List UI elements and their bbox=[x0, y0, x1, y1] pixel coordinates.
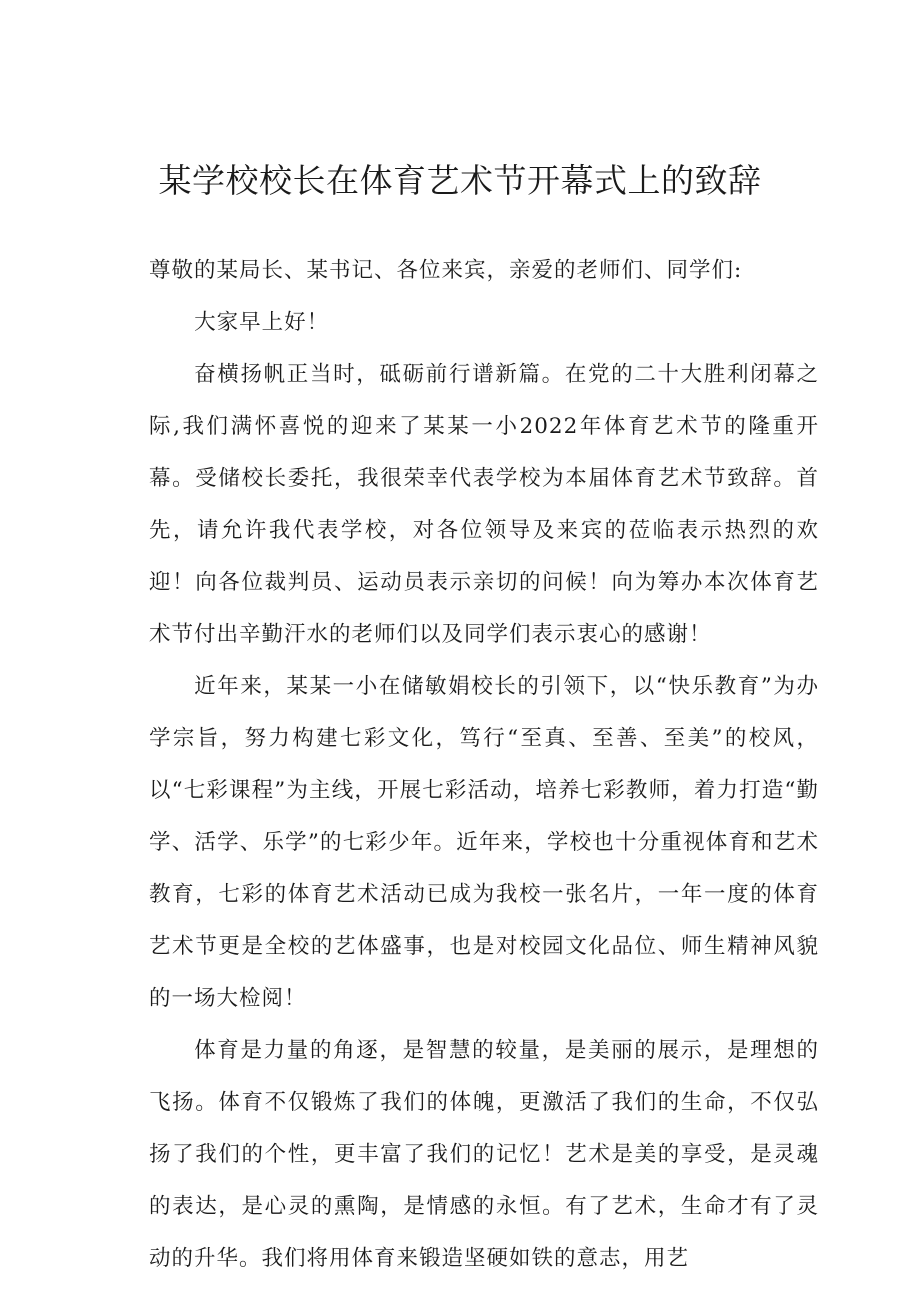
paragraph-greeting: 大家早上好！ bbox=[194, 310, 330, 335]
document-body bbox=[149, 245, 819, 1285]
paragraph-sports-art: 体育是力量的角逐，是智慧的较量，是美丽的展示，是理想的飞扬。体育不仅锻炼了我们的体魄，更激活了我们的生命，不仅弘扬了我们的个性，更丰富了我们的记忆！艺术是美的享受，是灵魂的表达，是心灵的熏陶，是情感的永恒。有了艺术，生命才有了灵动的升华。我们将用体育来锻造坚硬如铁的意志，用艺 bbox=[149, 1038, 819, 1271]
paragraph-school-intro: 近年来，某某一小在储敏娟校长的引领下，以“快乐教育”为办学宗旨，努力构建七彩文化，笃行“至真、至善、至美”的校风，以“七彩课程”为主线，开展七彩活动，培养七彩教师，着力打造“勤学、活学、乐学”的七彩少年。近年来，学校也十分重视体育和艺术教育，七彩的体育艺术活动已成为我校一张名片，一年一度的体育艺术节更是全校的艺体盛事，也是对校园文化品位、师生精神风貌的一场大检阅！ bbox=[149, 674, 819, 1011]
salutation: 尊敬的某局长、某书记、各位来宾，亲爱的老师们、同学们: bbox=[149, 258, 743, 283]
document-title: 某学校校长在体育艺术节开幕式上的致辞 bbox=[158, 161, 762, 200]
paragraph-opening: 奋横扬帆正当时，砥砺前行谱新篇。在党的二十大胜利闭幕之际,我们满怀喜悦的迎来了某某一小2022年体育艺术节的隆重开幕。受储校长委托，我很荣幸代表学校为本届体育艺术节致辞。首先，请允许我代表学校，对各位领导及来宾的莅临表示热烈的欢迎！向各位裁判员、运动员表示亲切的问候！向为筹办本次体育艺术节付出辛勤汗水的老师们以及同学们表示衷心的感谢！ bbox=[149, 362, 819, 647]
